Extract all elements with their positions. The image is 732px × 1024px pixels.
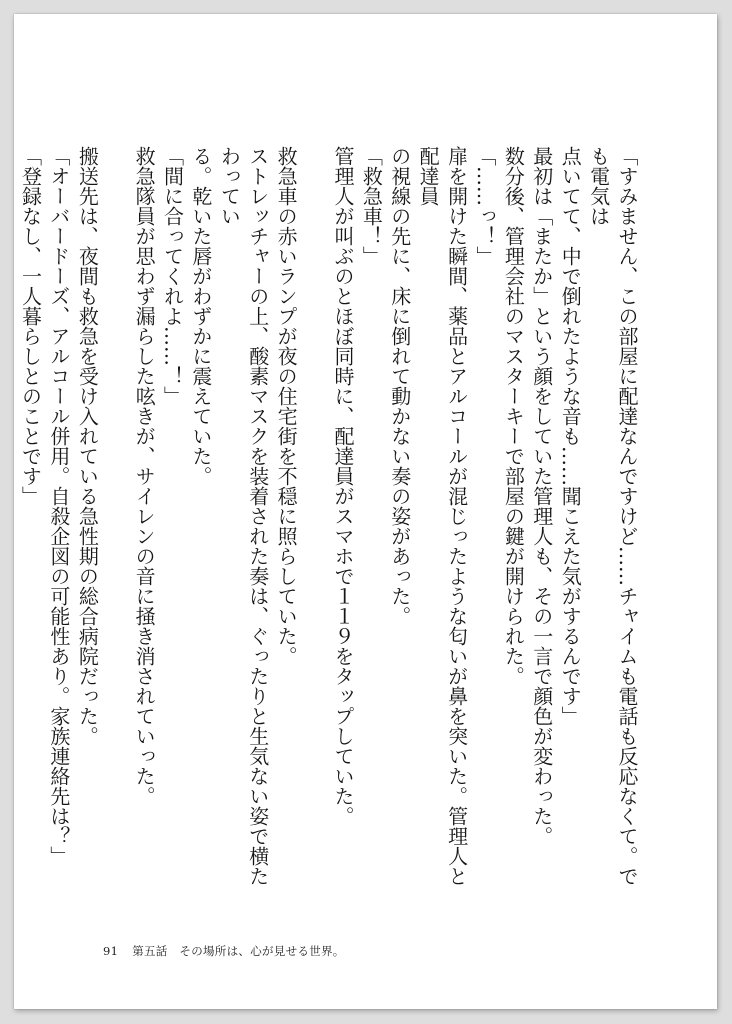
book-page xyxy=(14,14,717,1009)
text-line: の視線の先に、床に倒れて動かない奏の姿があった。 xyxy=(387,146,412,626)
text-line: る。乾いた唇がわずかに震えていた。 xyxy=(188,146,213,486)
vertical-body-text xyxy=(18,146,641,898)
text-line: 搬送先は、夜間も救急を受け入れている急性期の総合病院だった。 xyxy=(75,146,100,746)
text-line: 「間に合ってくれよ……！」 xyxy=(160,146,185,406)
chapter-title: 第五話 その場所は、心が見せる世界。 xyxy=(132,944,345,958)
text-line: 「救急車！」 xyxy=(359,146,384,266)
text-line: ストレッチャーの上、酸素マスクを装着された奏は、ぐったりと生気ない姿で横たわってい xyxy=(217,146,270,886)
text-line: 最初は「またか」という顔をしていた管理人も、その一言で顔色が変わった。 xyxy=(529,146,554,846)
text-line: 扉を開けた瞬間、薬品とアルコールが混じったような匂いが鼻を突いた。管理人と配達員 xyxy=(416,146,469,886)
text-line: 救急隊員が思わず漏らした呟きが、サイレンの音に掻き消されていった。 xyxy=(132,146,157,806)
text-line: 「……っ！」 xyxy=(472,146,497,266)
text-line: 点いてて、中で倒れたような音も……聞こえた気がするんです」 xyxy=(558,146,583,726)
text-line: 管理人が叫ぶのとほぼ同時に、配達員がスマホで１１９をタップしていた。 xyxy=(330,146,355,826)
text-line: 「すみません、この部屋に配達なんですけど……チャイムも電話も反応なくて。でも電気は xyxy=(586,146,639,886)
blank-line xyxy=(300,146,328,898)
page-footer xyxy=(103,943,345,959)
text-line: 救急車の赤いランプが夜の住宅街を不穏に照らしていた。 xyxy=(274,146,299,666)
blank-line xyxy=(101,146,129,898)
text-line: 「登録なし、一人暮らしとのことです」 xyxy=(18,146,43,506)
page-number: 91 xyxy=(103,944,119,958)
text-line: 数分後、管理会社のマスターキーで部屋の鍵が開けられた。 xyxy=(501,146,526,686)
text-line: 「オーバードーズ、アルコール併用。自殺企図の可能性あり。家族連絡先は？」 xyxy=(46,146,71,866)
